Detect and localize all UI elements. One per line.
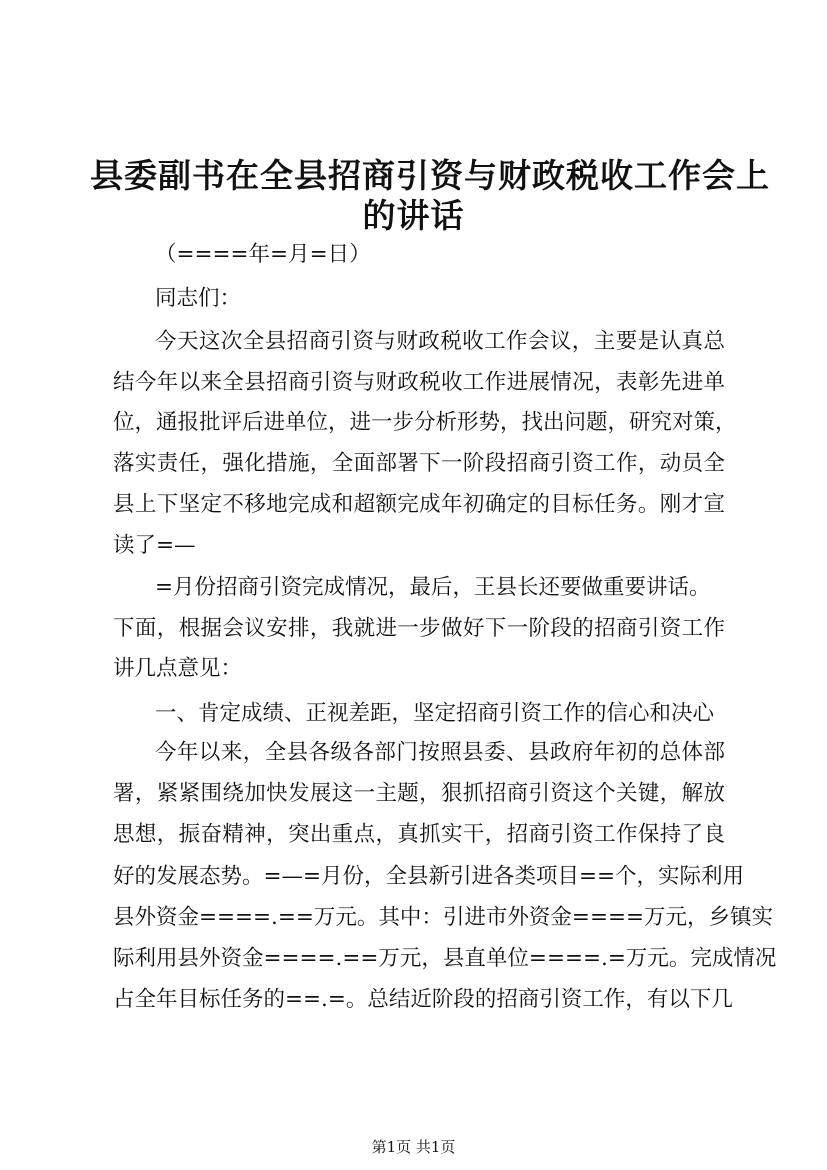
- page-footer: 第1页 共1页: [371, 1138, 456, 1156]
- body-line: 讲几点意见：: [113, 656, 243, 681]
- body-line: 县上下坚定不移地完成和超额完成年初确定的目标任务。刚才宣: [113, 492, 725, 517]
- body-line: 位，通报批评后进单位，进一步分析形势，找出问题，研究对策，: [113, 410, 737, 435]
- body-line: =月份招商引资完成情况，最后，王县长还要做重要讲话。: [155, 575, 711, 600]
- body-line: 下面，根据会议安排，我就进一步做好下一阶段的招商引资工作: [113, 616, 725, 641]
- body-line: 落实责任，强化措施，全面部署下一阶段招商引资工作，动员全: [113, 451, 725, 476]
- body-line: 今天这次全县招商引资与财政税收工作会议，主要是认真总: [155, 329, 725, 354]
- body-line: 思想，振奋精神，突出重点，真抓实干，招商引资工作保持了良: [113, 822, 725, 847]
- body-line: 际利用县外资金====.==万元，县直单位====.=万元。完成情况: [113, 946, 777, 971]
- date-line: （====年=月=日）: [155, 242, 371, 267]
- body-line: 好的发展态势。=—=月份，全县新引进各类项目==个，实际利用: [113, 864, 745, 889]
- body-line: 读了=—: [113, 533, 196, 558]
- body-line: 今年以来，全县各级各部门按照县委、县政府年初的总体部: [155, 740, 725, 765]
- document-title-line-2: 的讲话: [362, 196, 465, 235]
- section-heading: 一、肯定成绩、正视差距，坚定招商引资工作的信心和决心: [155, 701, 715, 726]
- body-line: 署，紧紧围绕加快发展这一主题，狠抓招商引资这个关键，解放: [113, 781, 725, 806]
- body-line: 县外资金====.==万元。其中：引进市外资金====万元，乡镇实: [113, 905, 773, 930]
- document-title-line-1: 县委副书在全县招商引资与财政税收工作会上: [90, 156, 770, 195]
- body-line: 占全年目标任务的==.=。总结近阶段的招商引资工作，有以下几: [113, 987, 733, 1012]
- body-line: 结今年以来全县招商引资与财政税收工作进展情况，表彰先进单: [113, 370, 725, 395]
- salutation: 同志们：: [155, 286, 242, 311]
